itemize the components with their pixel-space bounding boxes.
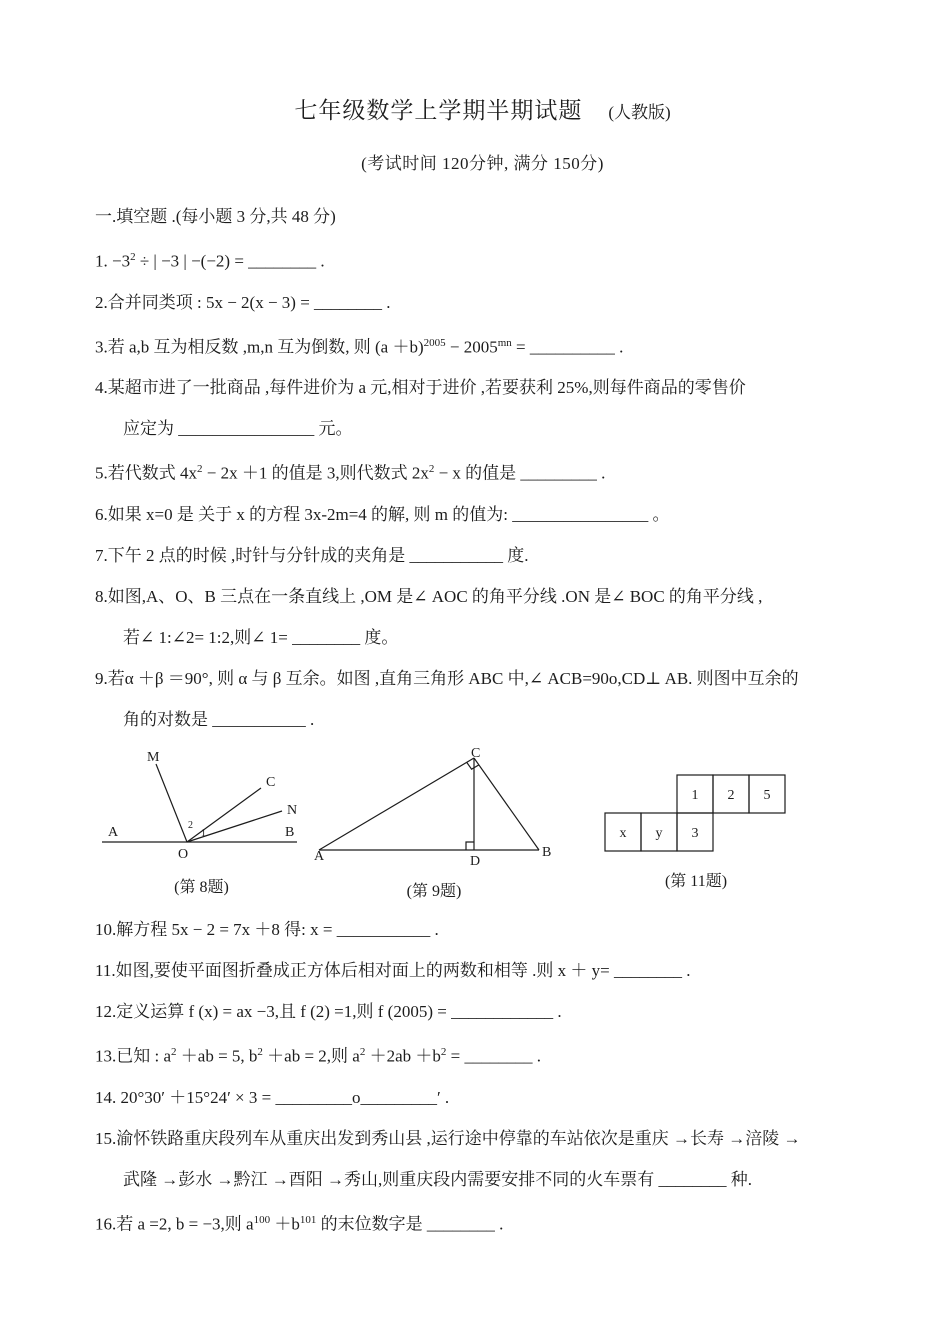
question-text: 12.定义运算 f (x) = ax −3,且 f (2) =1,则 f (2005) = ____________ . xyxy=(95,1001,562,1021)
question-text: 武隆 →彭水 →黔江 →酉阳 →秀山,则重庆段内需要安排不同的火车票有 ________ 种. xyxy=(123,1169,752,1189)
figure-8-block xyxy=(99,748,304,897)
question-text: = ________ . xyxy=(446,1046,541,1066)
point-label-D: D xyxy=(470,853,481,869)
question-text: 15.渝怀铁路重庆段列车从重庆出发到秀山县 ,运行途中停靠的车站依次是重庆 →长寿 →涪陵 → xyxy=(95,1128,801,1148)
question-line xyxy=(95,1085,870,1110)
question-text: 6.如果 x=0 是 关于 x 的方程 3x-2m=4 的解, 则 m 的值为: ________________ 。 xyxy=(95,504,670,524)
question-line xyxy=(95,543,870,568)
exam-info: (考试时间 120分钟, 满分 150分) xyxy=(361,154,604,173)
question-text: 11.如图,要使平面图折叠成正方体后相对面上的两数和相等 .则 x ＋ y= ________ . xyxy=(95,960,691,980)
figure-11-block xyxy=(604,772,788,891)
question-text: 角的对数是 ___________ . xyxy=(123,709,315,729)
figure-8-caption: (第 8题) xyxy=(174,878,229,896)
point-label-C: C xyxy=(266,774,276,790)
point-label-C: C xyxy=(471,747,481,761)
net-label-y: y xyxy=(655,825,663,841)
angle-label-2: 2 xyxy=(188,819,193,831)
question-line xyxy=(95,917,870,942)
figure-9-caption: (第 9题) xyxy=(406,882,462,900)
net-label-5: 5 xyxy=(763,787,771,803)
figure-9-block xyxy=(314,748,554,901)
question-line xyxy=(95,584,870,609)
page-header xyxy=(95,92,870,125)
question-text: 10.解方程 5x − 2 = 7x ＋8 得: x = ___________ . xyxy=(95,919,439,939)
angle-label-1: 1 xyxy=(201,827,206,839)
superscript: 2 xyxy=(359,1045,366,1058)
superscript: 2005 xyxy=(423,336,446,349)
point-label-M: M xyxy=(147,749,160,765)
question-text: 5.若代数式 4x xyxy=(95,463,197,483)
questions-part-1 xyxy=(95,245,870,732)
question-line xyxy=(95,666,870,691)
question-line xyxy=(95,1208,870,1237)
superscript: mn xyxy=(497,336,512,349)
question-line xyxy=(95,416,870,441)
question-line xyxy=(95,457,870,486)
net-label-3: 3 xyxy=(691,825,699,841)
superscript: 2 xyxy=(171,1045,177,1058)
question-line xyxy=(95,245,870,274)
figure-11-caption: (第 11题) xyxy=(664,872,728,890)
point-label-A: A xyxy=(314,848,325,864)
question-text: 14. 20°30′ ＋15°24′ × 3 = _________o_________′ . xyxy=(95,1087,450,1107)
superscript: 2 xyxy=(257,1045,263,1058)
figure-9-diagram xyxy=(314,748,554,870)
question-text: 1. −3 xyxy=(95,251,131,271)
right-angle-mark-D xyxy=(466,842,474,850)
ray-OM xyxy=(156,764,187,842)
question-text: − 2x ＋1 的值是 3,则代数式 2x xyxy=(202,463,429,483)
question-text: 的末位数字是 ________ . xyxy=(316,1214,504,1234)
question-text: 13.已知 : a xyxy=(95,1046,172,1066)
superscript: 2 xyxy=(440,1045,447,1058)
question-text: − 2005 xyxy=(445,337,498,357)
superscript: 2 xyxy=(130,251,136,263)
questions-part-2 xyxy=(95,917,870,1236)
edition-label: (人教版) xyxy=(608,103,671,122)
question-text: ＋b xyxy=(270,1214,300,1234)
question-text: 若∠ 1:∠2= 1:2,则∠ 1= ________ 度。 xyxy=(123,627,399,647)
question-text: 2.合并同类项 : 5x − 2(x − 3) = ________ . xyxy=(95,292,391,312)
superscript: 100 xyxy=(253,1213,271,1226)
question-text: 16.若 a =2, b = −3,则 a xyxy=(95,1214,254,1234)
ray-OC xyxy=(187,788,261,842)
net-label-1: 1 xyxy=(691,787,699,803)
figure-11-diagram xyxy=(604,772,788,854)
question-line xyxy=(95,707,870,732)
question-text: − x 的值是 _________ . xyxy=(434,463,606,483)
question-line xyxy=(95,625,870,650)
question-line xyxy=(95,502,870,527)
point-label-N: N xyxy=(287,802,298,818)
question-text: 7.下午 2 点的时候 ,时针与分针成的夹角是 ___________ 度. xyxy=(95,545,529,565)
point-label-B: B xyxy=(285,824,295,840)
figure-8-diagram xyxy=(99,748,304,866)
page-title: 七年级数学上学期半期试题 xyxy=(294,98,583,123)
question-text: 9.若α ＋β ＝90°, 则 α 与 β 互余。如图 ,直角三角形 ABC 中,∠ ACB=90o,CD⊥ AB. 则图中互余的 xyxy=(95,668,799,688)
question-text: 8.如图,A、O、B 三点在一条直线上 ,OM 是∠ AOC 的角平分线 .ON 是∠ BOC 的角平分线 , xyxy=(95,586,763,606)
question-text: ＋ab = 2,则 a xyxy=(262,1046,360,1066)
question-line xyxy=(95,958,870,983)
question-text: = __________ . xyxy=(511,337,624,357)
superscript: 2 xyxy=(428,463,435,476)
question-line xyxy=(95,290,870,315)
point-label-B: B xyxy=(542,844,552,860)
net-label-x: x xyxy=(619,825,627,841)
superscript: 101 xyxy=(299,1213,317,1226)
question-line xyxy=(95,1167,870,1192)
question-line xyxy=(95,375,870,400)
question-line xyxy=(95,999,870,1024)
question-text: ÷ | −3 | −(−2) = ________ . xyxy=(135,251,325,271)
figures-row xyxy=(99,748,870,901)
side-CB xyxy=(474,758,539,850)
net-label-2: 2 xyxy=(727,787,735,803)
question-line xyxy=(95,331,870,360)
section-heading: 一.填空题 .(每小题 3 分,共 48 分) xyxy=(95,207,336,226)
question-line xyxy=(95,1126,870,1151)
question-text: 应定为 ________________ 元。 xyxy=(123,419,353,439)
side-AC xyxy=(319,758,474,850)
question-text: 4.某超市进了一批商品 ,每件进价为 a 元,相对于进价 ,若要获利 25%,则每件商品的零售价 xyxy=(95,378,746,398)
question-text: 3.若 a,b 互为相反数 ,m,n 互为倒数, 则 (a ＋b) xyxy=(95,337,424,357)
question-line xyxy=(95,1040,870,1069)
question-text: ＋2ab ＋b xyxy=(365,1046,441,1066)
point-label-O: O xyxy=(178,846,189,862)
superscript: 2 xyxy=(197,463,203,476)
question-text: ＋ab = 5, b xyxy=(176,1046,258,1066)
point-label-A: A xyxy=(108,824,119,840)
